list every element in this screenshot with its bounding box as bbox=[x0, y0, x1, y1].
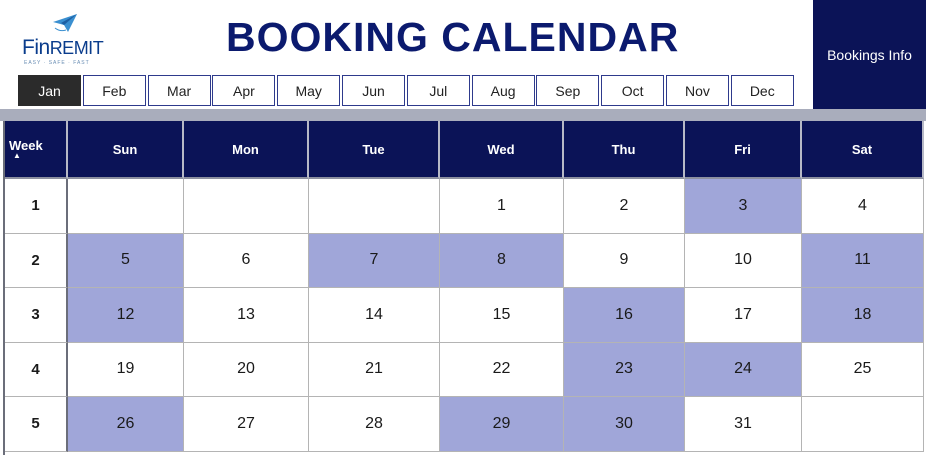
tab-month-oct[interactable]: Oct bbox=[601, 75, 664, 106]
day-cell[interactable]: 1 bbox=[440, 179, 564, 234]
tab-month-dec[interactable]: Dec bbox=[731, 75, 794, 106]
finremit-logo bbox=[18, 8, 128, 68]
logo-wordmark bbox=[22, 36, 103, 60]
booked-day-cell[interactable]: 18 bbox=[802, 288, 924, 343]
week-number: 2 bbox=[5, 234, 68, 289]
booked-day-cell[interactable]: 24 bbox=[685, 343, 802, 398]
booked-day-cell[interactable]: 30 bbox=[564, 397, 685, 452]
day-cell[interactable]: 17 bbox=[685, 288, 802, 343]
day-cell[interactable]: 6 bbox=[184, 234, 309, 289]
day-cell[interactable]: 4 bbox=[802, 179, 924, 234]
day-cell[interactable]: 28 bbox=[309, 397, 440, 452]
day-cell[interactable]: 25 bbox=[802, 343, 924, 398]
tab-month-aug[interactable]: Aug bbox=[472, 75, 535, 106]
tab-month-sep[interactable]: Sep bbox=[536, 75, 599, 106]
day-cell[interactable]: 15 bbox=[440, 288, 564, 343]
week-row bbox=[5, 397, 924, 452]
tab-month-jan[interactable]: Jan bbox=[18, 75, 81, 106]
empty-day-cell bbox=[68, 179, 184, 234]
bookings-info-button[interactable]: Bookings Info bbox=[813, 0, 926, 109]
booked-day-cell[interactable]: 3 bbox=[685, 179, 802, 234]
week-row bbox=[5, 234, 924, 289]
booked-day-cell[interactable]: 23 bbox=[564, 343, 685, 398]
page-title: BOOKING CALENDAR bbox=[226, 14, 680, 60]
logo-tagline: EASY · SAFE · FAST bbox=[24, 60, 90, 66]
calendar-grid bbox=[3, 121, 924, 455]
tab-month-jun[interactable]: Jun bbox=[342, 75, 405, 106]
week-column-header[interactable] bbox=[5, 121, 68, 179]
sort-ascending-icon: ▲ bbox=[13, 151, 21, 160]
tab-month-nov[interactable]: Nov bbox=[666, 75, 729, 106]
week-row bbox=[5, 179, 924, 234]
day-cell[interactable]: 13 bbox=[184, 288, 309, 343]
day-cell[interactable]: 20 bbox=[184, 343, 309, 398]
day-header-sun: Sun bbox=[68, 121, 184, 179]
divider-bar bbox=[0, 109, 926, 121]
booked-day-cell[interactable]: 8 bbox=[440, 234, 564, 289]
week-row bbox=[5, 288, 924, 343]
week-number: 3 bbox=[5, 288, 68, 343]
booked-day-cell[interactable]: 7 bbox=[309, 234, 440, 289]
empty-day-cell bbox=[802, 397, 924, 452]
day-header-mon: Mon bbox=[184, 121, 309, 179]
paper-plane-icon bbox=[52, 12, 78, 34]
day-header-tue: Tue bbox=[309, 121, 440, 179]
day-header-wed: Wed bbox=[440, 121, 564, 179]
booked-day-cell[interactable]: 5 bbox=[68, 234, 184, 289]
booked-day-cell[interactable]: 11 bbox=[802, 234, 924, 289]
booked-day-cell[interactable]: 16 bbox=[564, 288, 685, 343]
tab-month-may[interactable]: May bbox=[277, 75, 340, 106]
day-cell[interactable]: 21 bbox=[309, 343, 440, 398]
week-header-label: Week bbox=[9, 138, 43, 153]
week-number: 5 bbox=[5, 397, 68, 452]
day-cell[interactable]: 19 bbox=[68, 343, 184, 398]
day-cell[interactable]: 10 bbox=[685, 234, 802, 289]
logo-fin: Fin bbox=[22, 36, 50, 59]
day-cell[interactable]: 31 bbox=[685, 397, 802, 452]
empty-day-cell bbox=[309, 179, 440, 234]
day-header-sat: Sat bbox=[802, 121, 924, 179]
header-row bbox=[5, 121, 924, 179]
day-cell[interactable]: 22 bbox=[440, 343, 564, 398]
tab-month-feb[interactable]: Feb bbox=[83, 75, 146, 106]
booked-day-cell[interactable]: 26 bbox=[68, 397, 184, 452]
day-cell[interactable]: 9 bbox=[564, 234, 685, 289]
week-number: 1 bbox=[5, 179, 68, 234]
tab-month-mar[interactable]: Mar bbox=[148, 75, 211, 106]
day-cell[interactable]: 14 bbox=[309, 288, 440, 343]
month-tabs bbox=[18, 75, 796, 106]
day-cell[interactable]: 27 bbox=[184, 397, 309, 452]
tab-month-apr[interactable]: Apr bbox=[212, 75, 275, 106]
day-header-fri: Fri bbox=[685, 121, 802, 179]
day-cell[interactable]: 2 bbox=[564, 179, 685, 234]
week-number: 4 bbox=[5, 343, 68, 398]
tab-month-jul[interactable]: Jul bbox=[407, 75, 470, 106]
logo-remit: REMIT bbox=[49, 38, 104, 58]
booked-day-cell[interactable]: 12 bbox=[68, 288, 184, 343]
day-header-thu: Thu bbox=[564, 121, 685, 179]
week-row bbox=[5, 343, 924, 398]
empty-day-cell bbox=[184, 179, 309, 234]
booked-day-cell[interactable]: 29 bbox=[440, 397, 564, 452]
